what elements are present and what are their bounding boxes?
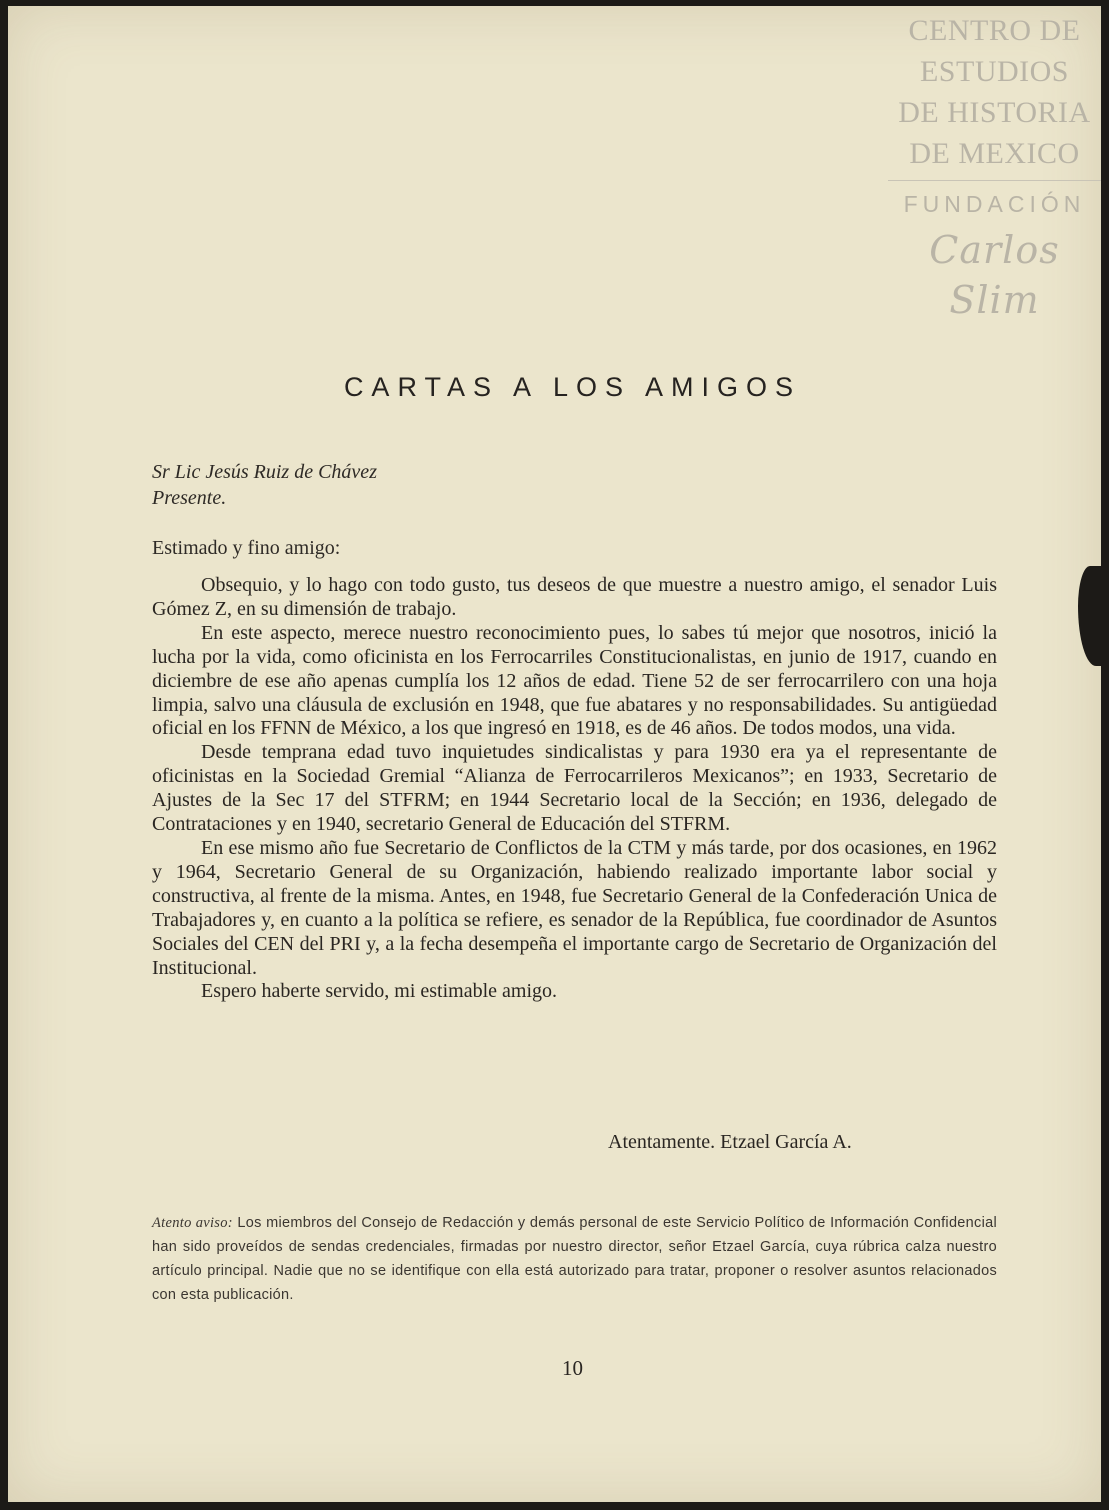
paragraph-4: En ese mismo año fue Secretario de Conflictos de la CTM y más tarde, por dos ocasiones, en 1962 y 1964, Secretario General de su Organización, habiendo realizado importante labor social y constructiva, al frente de la misma. Antes, en 1948, fue Secretario General de la Confederación Unica de Trabajadores y, en cuanto a la política se refiere, es senador de la República, fue coordinador de Asuntos Sociales del CEN del PRI y, a la fecha desempeña el importante cargo de Secretario de Organización del Institucional.	[152, 836, 997, 979]
torn-edge	[1078, 566, 1101, 666]
watermark-divider	[888, 180, 1101, 181]
notice-text: Los miembros del Consejo de Redacción y demás personal de este Servicio Político de Información Confidencial han sido proveídos de sendas credenciales, firmadas por nuestro director, señor Etzael García, cuya rúbrica calza nuestro artículo principal. Nadie que no se identifique con ella está autorizado para tratar, proponer o resolver asuntos relacionados con esta publicación.	[152, 1215, 997, 1303]
watermark-line-1: CENTRO DE	[908, 14, 1081, 47]
watermark-line-3: DE HISTORIA	[898, 96, 1091, 129]
letter-signoff: Atentamente. Etzael García A.	[608, 1131, 852, 1153]
recipient-address	[152, 459, 377, 511]
recipient-presente: Presente.	[152, 487, 227, 509]
notice-lead: Atento aviso:	[152, 1215, 233, 1231]
page-number: 10	[562, 1356, 583, 1380]
watermark-fundacion: FUNDACIÓN	[903, 191, 1086, 217]
watermark-signature: Carlos Slim	[929, 228, 1060, 322]
watermark-line-4: DE MEXICO	[909, 137, 1080, 170]
paragraph-3: Desde temprana edad tuvo inquietudes sindicalistas y para 1930 era ya el representante de oficinistas en la Sociedad Gremial “Alianza de Ferrocarrileros Mexicanos”; en 1933, Secretario de Ajustes de la Sec 17 del STFRM; en 1944 Secretario local de la Sección; en 1936, delegado de Contrataciones y en 1940, secretario General de Educación del STFRM.	[152, 741, 997, 836]
recipient-name: Sr Lic Jesús Ruiz de Chávez	[152, 461, 377, 483]
article-title: CARTAS A LOS AMIGOS	[343, 372, 802, 402]
paragraph-2: En este aspecto, merece nuestro reconocimiento pues, lo sabes tú mejor que nosotros, inició la lucha por la vida, como oficinista en los Ferrocarriles Constitucionalistas, en junio de 1917, cuando en diciembre de ese año apenas cumplía los 12 años de edad. Tiene 52 de ser ferrocarrilero con una hoja limpia, salvo una cláusula de exclusión en 1948, que fue abatares y no responsabilidades. Su antigüedad oficial en los FFNN de México, a los que ingresó en 1918, es de 46 años. De todos modos, una vida.	[152, 621, 997, 740]
document-page	[8, 6, 1101, 1502]
watermark-line-2: ESTUDIOS	[919, 55, 1069, 88]
letter-greeting: Estimado y fino amigo:	[152, 537, 341, 559]
archive-watermark	[888, 10, 1101, 325]
paragraph-5: Espero haberte servido, mi estimable amigo.	[201, 980, 558, 1003]
paragraph-1: Obsequio, y lo hago con todo gusto, tus deseos de que muestre a nuestro amigo, el senador Luis Gómez Z, en su dimensión de trabajo.	[152, 574, 997, 620]
notice-block	[152, 1211, 997, 1307]
letter-body	[152, 574, 997, 1004]
